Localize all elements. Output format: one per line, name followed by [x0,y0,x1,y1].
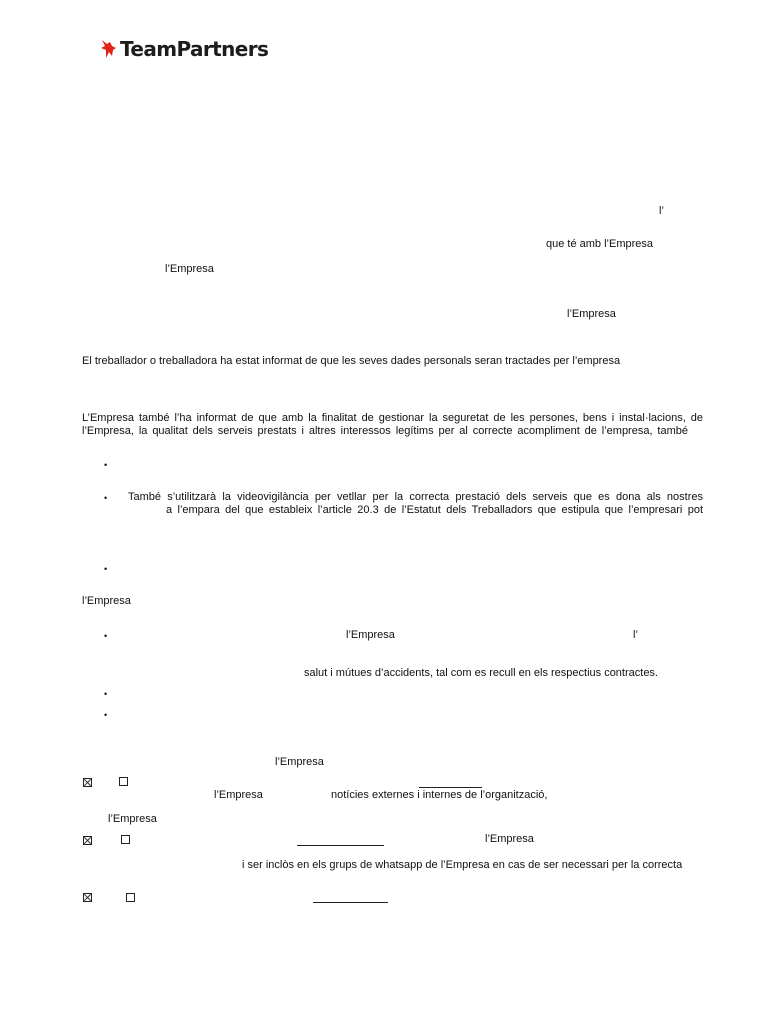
text-fragment: salut i mútues d’accidents, tal com es recull en els respectius contractes. [304,667,658,679]
text-fragment: notícies externes i internes de l’organització, [331,789,548,801]
bullet-point: • [104,493,108,503]
text-fragment: l’Empresa [485,833,534,845]
text-fragment: l’Empresa [214,789,263,801]
brand-logo [100,34,268,64]
text-fragment: i ser inclòs en els grups de whatsapp de l’Empresa en cas de ser necessari per la correcta [242,859,683,871]
brand-name: TeamPartners [120,37,269,61]
text-fragment: l’ [633,629,638,641]
underline [313,902,388,903]
bullet-point: • [104,689,108,699]
text-fragment: l’Empresa [108,813,157,825]
consent-checkbox-3[interactable] [126,893,135,902]
checked-box-icon [83,836,92,845]
text-fragment: que té amb l’Empresa [546,238,653,250]
fox-head-logo-icon [100,38,118,60]
text-fragment: l’Empresa [275,756,324,768]
paragraph-line: a l’empara del que estableix l’article 20.3 de l’Estatut dels Treballadors que estipula que l’empresari pot [166,504,703,516]
consent-checkbox-2[interactable] [121,835,130,844]
checked-box-icon [83,778,92,787]
text-fragment: l’Empresa [346,629,395,641]
consent-checkbox-1[interactable] [119,777,128,786]
checked-box-icon [83,893,92,902]
text-fragment: l’Empresa [165,263,214,275]
paragraph-line: El treballador o treballadora ha estat informat de que les seves dades personals seran tractades per l’empresa [82,355,621,367]
paragraph-line: L’Empresa també l’ha informat de que amb la finalitat de gestionar la seguretat de les persones, bens i instal·lacions, de [82,412,703,424]
bullet-point: • [104,710,108,720]
text-fragment: l’Empresa [82,595,131,607]
bullet-point: • [104,631,108,641]
bullet-point: • [104,564,108,574]
underline [419,787,482,788]
paragraph-line: l’Empresa, la qualitat dels serveis prestats i altres interessos legítims per al correcte acompliment de l’empresa, també [82,425,688,437]
underline [297,845,384,846]
text-fragment: l’Empresa [567,308,616,320]
bullet-point: • [104,460,108,470]
paragraph-line: També s’utilitzarà la videovigilància per vetllar per la correcta prestació dels serveis que es dona als nostres [128,491,703,503]
text-fragment: l’ [659,205,664,217]
